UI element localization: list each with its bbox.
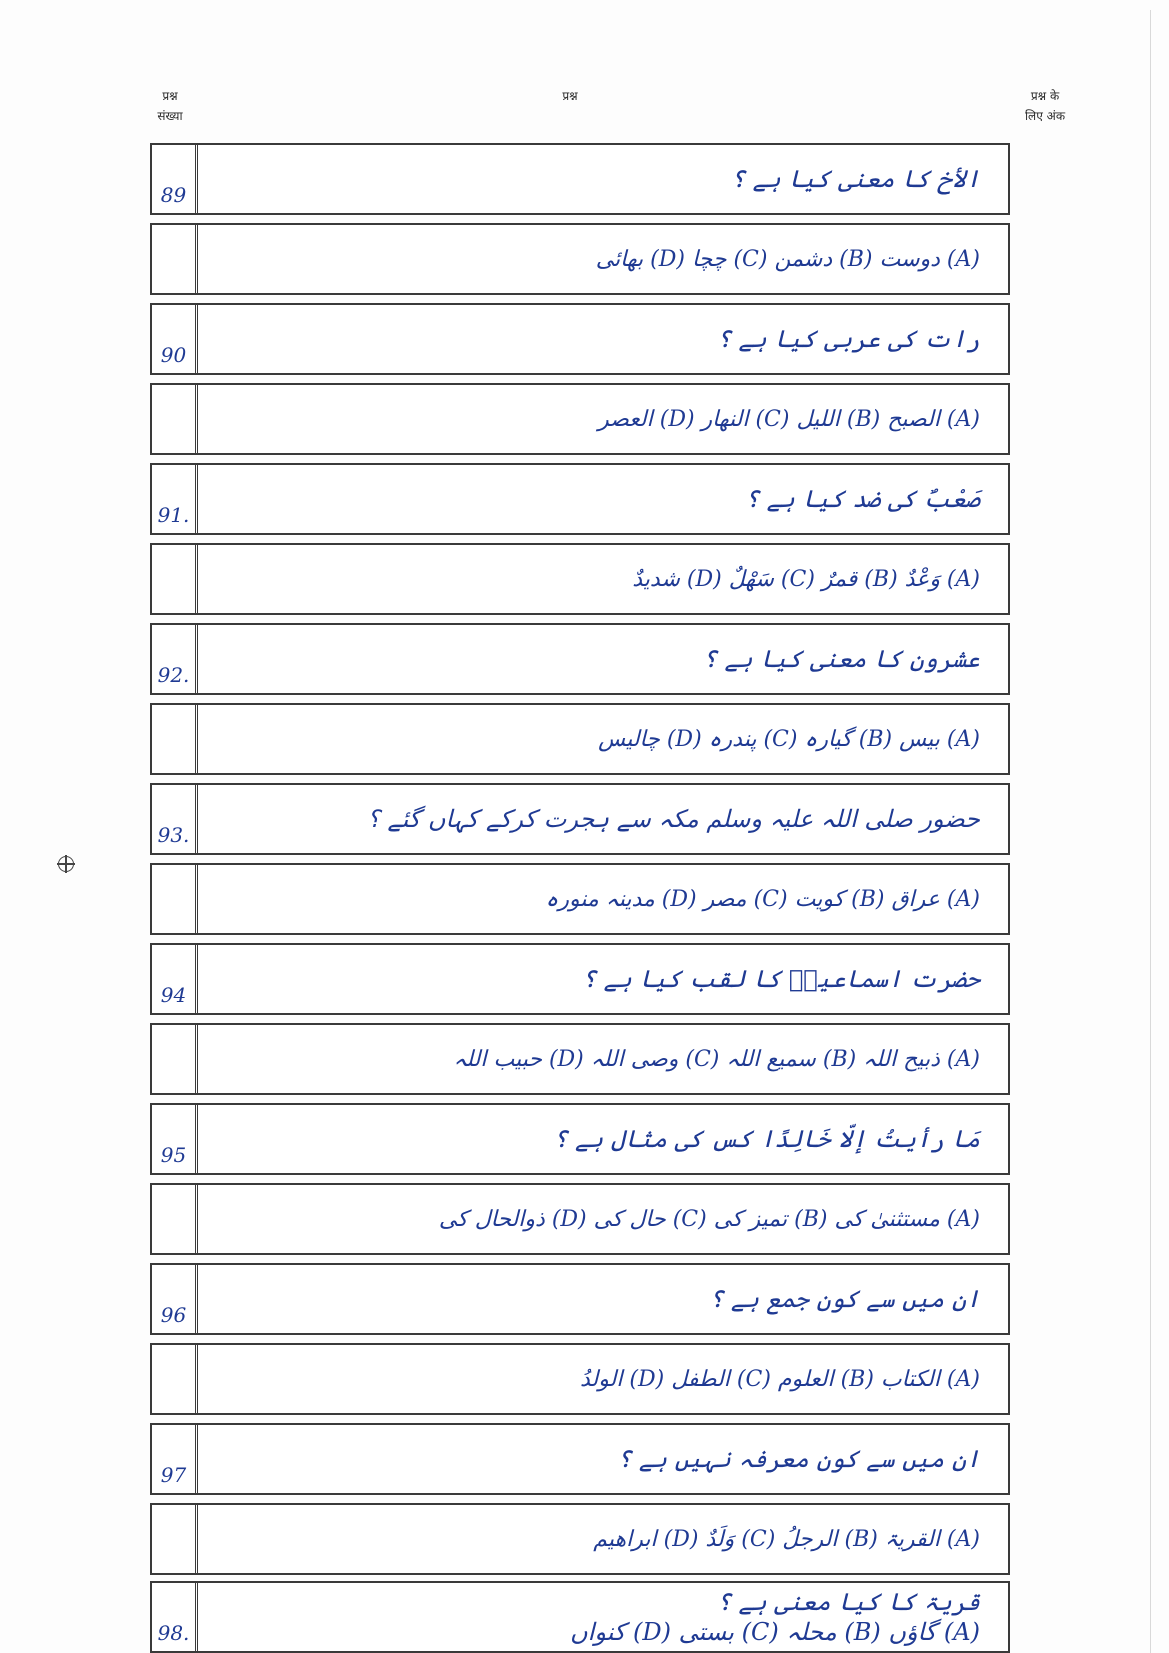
question-row [150,1263,1010,1335]
question-row [150,303,1010,375]
last-question-line: قریۃ کا کیا معنی ہے ؟ [716,1588,980,1616]
options-text: (A) الصبح (B) اللیل (C) النھار (D) العصر [598,406,980,432]
options-row [150,863,1010,935]
question-number [152,385,198,453]
question-number: 97 [152,1425,198,1493]
question-text: عشرون کا معنی کیا ہے ؟ [702,645,980,673]
question-number: 90 [152,305,198,373]
question-number: 91. [152,465,198,533]
question-row [150,1423,1010,1495]
table-row-last [150,1581,1010,1653]
question-row [150,143,1010,215]
question-text: مَا رأيتُ إلّا خَالِدًا کس کی مثال ہے ؟ [553,1125,980,1153]
header-question [540,86,600,106]
question-number: 96 [152,1265,198,1333]
question-number [152,1025,198,1093]
question-row [150,623,1010,695]
question-number: 92. [152,625,198,693]
question-text: ان میں سے کون معرفہ نہیں ہے ؟ [617,1445,980,1473]
question-text: حضرت اسماعیلؑ کا لقب کیا ہے ؟ [581,965,980,993]
options-text: (A) الکتاب (B) العلوم (C) الطفل (D) الولدُ [580,1366,980,1392]
options-row [150,223,1010,295]
question-number: 95 [152,1105,198,1173]
options-row [150,543,1010,615]
options-text: (A) بیس (B) گیارہ (C) پندرہ (D) چالیس [598,726,980,752]
question-number [152,225,198,293]
options-text: (A) دوست (B) دشمن (C) چچا (D) بھائی [595,246,980,272]
options-row [150,703,1010,775]
options-row [150,1183,1010,1255]
options-text: (A) القریۃ (B) الرجلُ (C) وَلَدٌ (D) ابراھیم [593,1526,980,1552]
question-number [152,1185,198,1253]
question-number [152,545,198,613]
question-text: صَعْبٌ کی ضد کیا ہے ؟ [744,485,980,513]
question-text: رات کی عربی کیا ہے ؟ [716,325,980,353]
question-text [208,1583,990,1651]
options-text: (A) ذبیح اللہ (B) سمیع اللہ (C) وصی اللہ (D) حبیب اللہ [453,1046,980,1072]
question-row [150,1103,1010,1175]
header-marks [1010,86,1080,126]
question-row [150,783,1010,855]
options-row [150,1503,1010,1575]
options-row [150,1023,1010,1095]
header-question-label: प्रश्न [562,89,578,103]
question-number [152,705,198,773]
registration-mark-icon [58,856,74,872]
header-marks-line2: लिए अंक [1024,109,1066,123]
options-text: (A) عراق (B) کویت (C) مصر (D) مدینہ منورہ [545,886,980,912]
options-text: (A) وَعْدٌ (B) قمرٌ (C) سَھْلٌ (D) شدیدٌ [632,566,980,592]
options-row [150,1343,1010,1415]
last-options-line: (A) گاؤں (B) محلہ (C) بستی (D) کنواں [570,1618,980,1646]
header-question-number-line1: प्रश्न [162,89,178,103]
header-marks-line1: प्रश्न के [1030,89,1060,103]
question-number: 94 [152,945,198,1013]
question-row [150,463,1010,535]
options-row [150,383,1010,455]
question-text: الأخ کا معنی کیا ہے ؟ [730,165,980,193]
question-row [150,943,1010,1015]
question-number [152,1345,198,1413]
header-question-number [145,86,195,126]
header-question-number-line2: संख्या [157,109,183,123]
question-text: حضور صلی اللہ علیہ وسلم مکہ سے ہجرت کرکے کہاں گئے ؟ [367,805,980,833]
question-text: ان میں سے کون جمع ہے ؟ [709,1285,980,1313]
page-edge-line [1150,10,1151,1653]
question-number: 98. [152,1583,198,1651]
options-text: (A) مستثنیٰ کی (B) تمیز کی (C) حال کی (D) ذوالحال کی [438,1206,980,1232]
question-number: 89 [152,145,198,213]
question-number [152,1505,198,1573]
question-number: 93. [152,785,198,853]
question-number [152,865,198,933]
